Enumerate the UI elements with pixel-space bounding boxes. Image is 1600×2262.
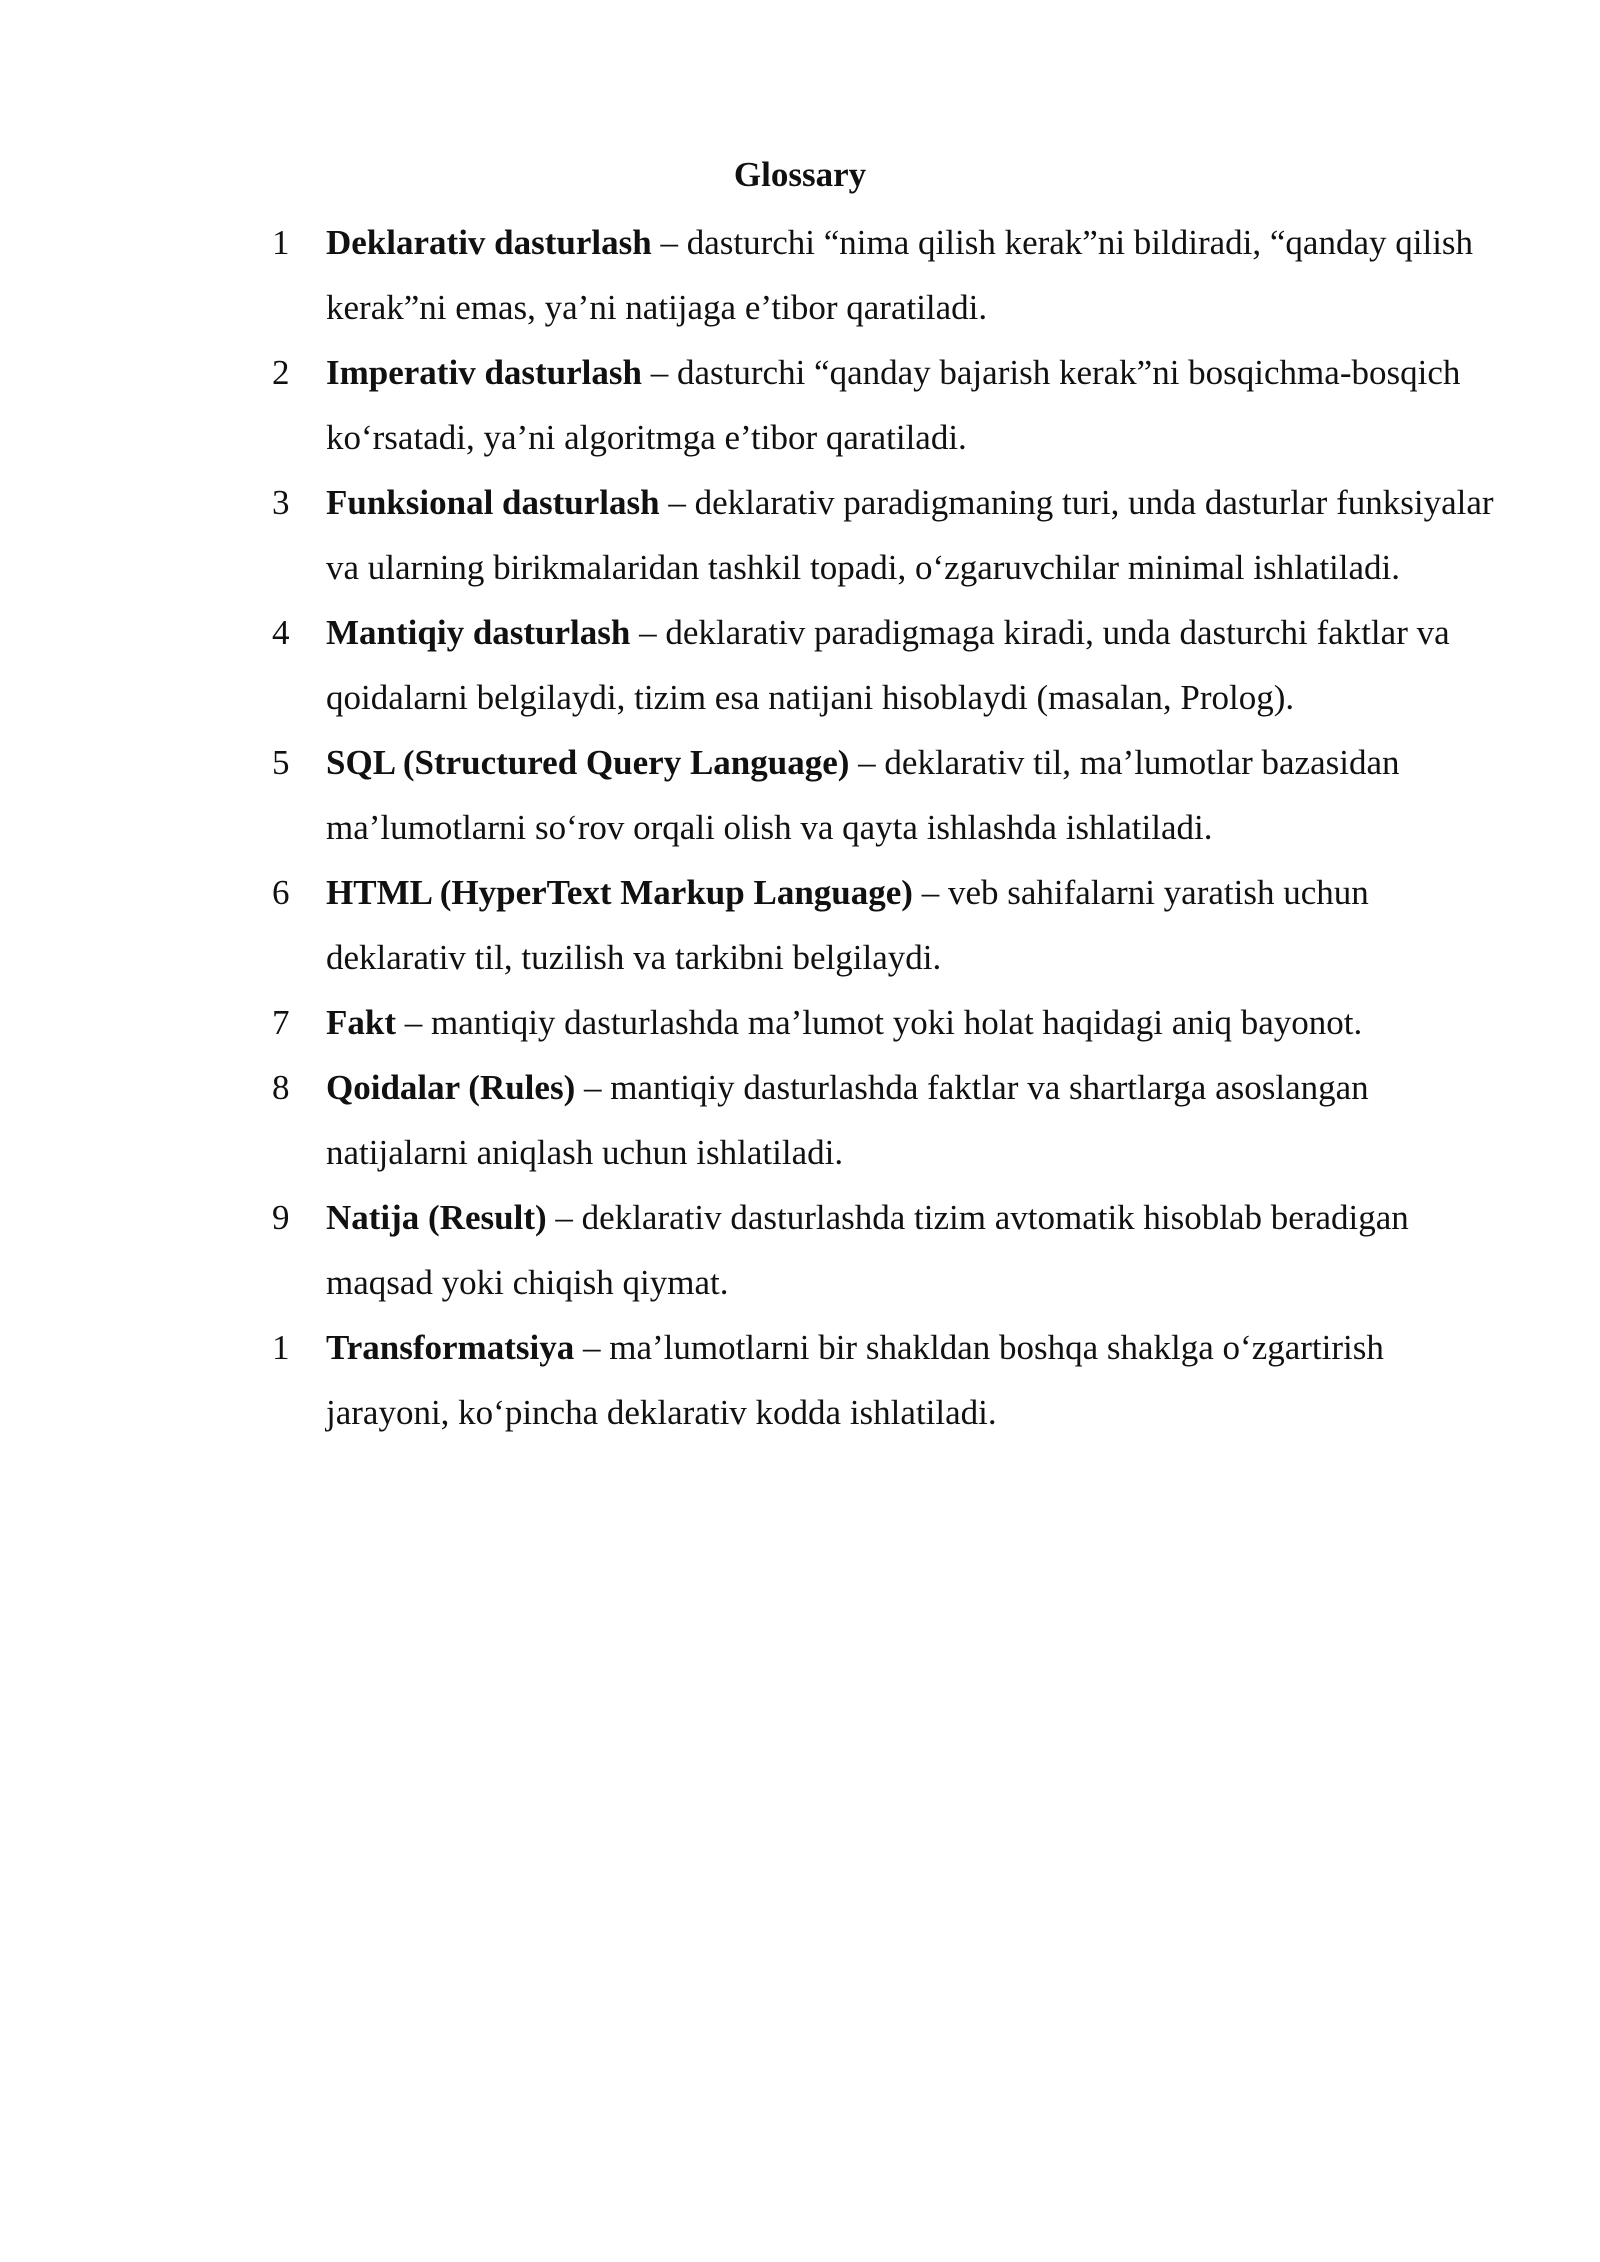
entry-number: 5 (272, 743, 290, 782)
entry-text (326, 210, 1512, 340)
entry-term: Transformatsiya (326, 1328, 575, 1367)
glossary-entry (272, 1055, 1512, 1185)
entry-number: 7 (272, 1003, 290, 1042)
entry-definition: – deklarativ dasturlashda tizim avtomatik hisoblab beradigan maqsad yoki chiqish qiymat. (326, 1198, 1409, 1302)
glossary-entry (272, 210, 1512, 340)
glossary-entry (272, 340, 1512, 470)
entry-term: HTML (HyperText Markup Language) (326, 873, 913, 912)
entry-number: 9 (272, 1198, 290, 1237)
entry-definition: – veb sahifalarni yaratish uchun deklarativ til, tuzilish va tarkibni belgilaydi. (326, 873, 1369, 977)
entry-number: 4 (272, 613, 290, 652)
glossary-entry (272, 1185, 1512, 1315)
entry-number: 1 (272, 1328, 290, 1367)
entry-text (326, 990, 1512, 1055)
entry-text (326, 860, 1512, 990)
entry-definition: – mantiqiy dasturlashda ma’lumot yoki holat haqidagi aniq bayonot. (396, 1003, 1363, 1042)
entry-definition: – dasturchi “qanday bajarish kerak”ni bosqichma-bosqich koʻrsatadi, ya’ni algoritmga e’tibor qaratiladi. (326, 353, 1461, 457)
entry-term: Funksional dasturlash (326, 483, 660, 522)
entry-term: Imperativ dasturlash (326, 353, 642, 392)
glossary-entry (272, 990, 1512, 1055)
entry-definition: – deklarativ til, ma’lumotlar bazasidan ma’lumotlarni soʻrov orqali olish va qayta ishlashda ishlatiladi. (326, 743, 1400, 847)
entry-text (326, 340, 1512, 470)
entry-number: 6 (272, 873, 290, 912)
entry-number: 1 (272, 223, 290, 262)
entry-term: Deklarativ dasturlash (326, 223, 652, 262)
entry-text (326, 1315, 1512, 1445)
entry-definition: – ma’lumotlarni bir shakldan boshqa shaklga oʻzgartirish jarayoni, koʻpincha deklarativ kodda ishlatiladi. (326, 1328, 1384, 1432)
entry-term: Mantiqiy dasturlash (326, 613, 631, 652)
entry-number: 3 (272, 483, 290, 522)
entry-term: Natija (Result) (326, 1198, 547, 1237)
page-title: Glossary (733, 155, 867, 194)
entry-definition: – mantiqiy dasturlashda faktlar va shartlarga asoslangan natijalarni aniqlash uchun ishlatiladi. (326, 1068, 1369, 1172)
entry-definition: – deklarativ paradigmaning turi, unda dasturlar funksiyalar va ularning birikmalaridan tashkil topadi, oʻzgaruvchilar minimal ishlatiladi. (326, 483, 1494, 587)
entry-text (326, 600, 1512, 730)
entry-text (326, 470, 1512, 600)
glossary-list (272, 210, 1512, 1445)
entry-term: SQL (Structured Query Language) (326, 743, 850, 782)
entry-term: Fakt (326, 1003, 396, 1042)
glossary-entry (272, 1315, 1512, 1445)
entry-definition: – dasturchi “nima qilish kerak”ni bildiradi, “qanday qilish kerak”ni emas, ya’ni natijaga e’tibor qaratiladi. (326, 223, 1474, 327)
glossary-entry (272, 730, 1512, 860)
glossary-entry (272, 600, 1512, 730)
entry-term: Qoidalar (Rules) (326, 1068, 576, 1107)
entry-number: 8 (272, 1068, 290, 1107)
entry-text (326, 1055, 1512, 1185)
entry-text (326, 730, 1512, 860)
glossary-entry (272, 860, 1512, 990)
entry-definition: – deklarativ paradigmaga kiradi, unda dasturchi faktlar va qoidalarni belgilaydi, tizim esa natijani hisoblaydi (masalan, Prolog). (326, 613, 1450, 717)
entry-number: 2 (272, 353, 290, 392)
glossary-entry (272, 470, 1512, 600)
entry-text (326, 1185, 1512, 1315)
